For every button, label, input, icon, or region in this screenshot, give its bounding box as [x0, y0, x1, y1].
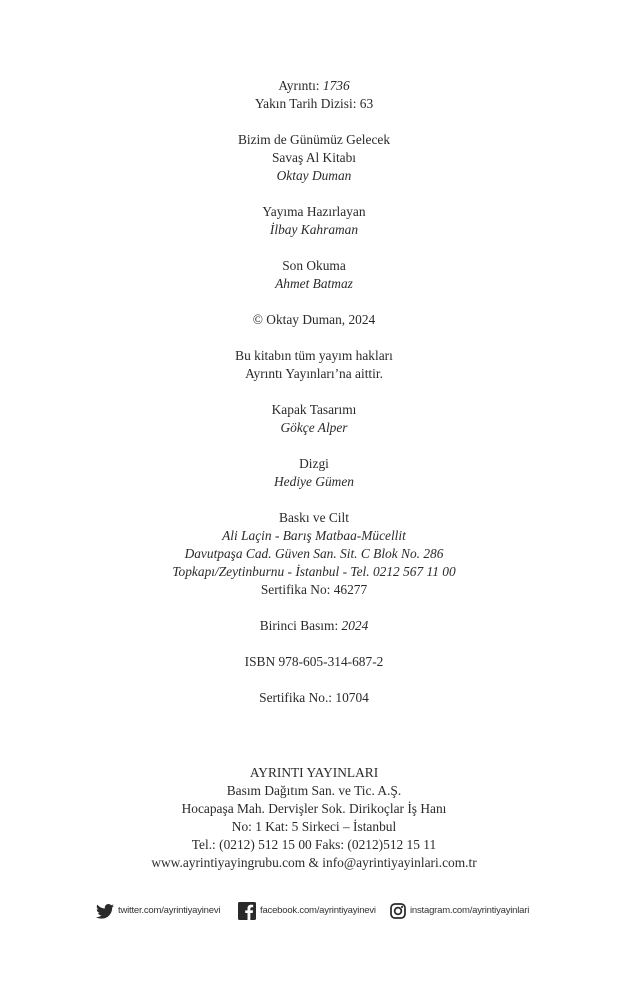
series-info — [0, 77, 628, 113]
cover-label: Kapak Tasarımı — [271, 402, 357, 417]
printer-certificate: Sertifika No: 46277 — [260, 582, 368, 597]
publisher-web: www.ayrintiyayingrubu.com & info@ayrintiyayinlari.com.tr — [151, 855, 477, 870]
proofreader-label: Son Okuma — [282, 258, 346, 273]
editor-credit — [0, 203, 628, 239]
cover-designer-name: Gökçe Alper — [280, 420, 348, 435]
copyright-line: © Oktay Duman, 2024 — [252, 312, 376, 327]
proofreader-credit — [0, 257, 628, 293]
twitter-handle: twitter.com/ayrintiyayinevi — [118, 905, 221, 916]
facebook-handle: facebook.com/ayrintiyayinevi — [260, 905, 376, 916]
typesetting-credit — [0, 455, 628, 491]
book-author: Oktay Duman — [276, 168, 352, 183]
publisher-company: Basım Dağıtım San. ve Tic. A.Ş. — [226, 783, 402, 798]
cover-credit — [0, 401, 628, 437]
rights-notice — [0, 347, 628, 383]
rights-line-2: Ayrıntı Yayınları’na aittir. — [245, 366, 383, 381]
publisher-name: AYRINTI YAYINLARI — [249, 765, 379, 780]
typesetting-label: Dizgi — [299, 456, 329, 471]
publisher-info — [0, 764, 628, 872]
publisher-certificate: Sertifika No.: 10704 — [259, 690, 369, 705]
first-edition: Birinci Basım: 2024 — [259, 618, 369, 633]
publisher-address-1: Hocapaşa Mah. Dervişler Sok. Dirikoçlar İş Hanı — [181, 801, 447, 816]
twitter-link[interactable] — [96, 898, 220, 924]
isbn-number: ISBN 978-605-314-687-2 — [244, 654, 384, 669]
printer-city-phone: Topkapı/Zeytinburnu - İstanbul - Tel. 0212 567 11 00 — [172, 564, 456, 579]
printer-name: Ali Laçin - Barış Matbaa-Mücellit — [222, 528, 406, 543]
book-info — [0, 131, 628, 185]
subseries-number: Yakın Tarih Dizisi: 63 — [254, 96, 374, 111]
publisher-phones: Tel.: (0212) 512 15 00 Faks: (0212)512 15 11 — [191, 837, 437, 852]
printing-credit — [0, 509, 628, 599]
facebook-icon — [238, 902, 256, 920]
instagram-handle: instagram.com/ayrintiyayinlari — [410, 905, 530, 916]
editor-label: Yayıma Hazırlayan — [262, 204, 366, 219]
proofreader-name: Ahmet Batmaz — [275, 276, 353, 291]
publisher-certificate-block — [0, 689, 628, 707]
series-number: Ayrıntı: 1736 — [278, 78, 350, 93]
social-links — [96, 898, 536, 924]
printing-label: Baskı ve Cilt — [279, 510, 349, 525]
twitter-icon — [96, 904, 114, 919]
typesetter-name: Hediye Gümen — [274, 474, 354, 489]
copyright-notice — [0, 311, 628, 329]
instagram-icon — [390, 903, 406, 919]
book-title: Bizim de Günümüz Gelecek — [237, 132, 391, 147]
book-subtitle: Savaş Al Kitabı — [271, 150, 357, 165]
colophon — [0, 77, 628, 707]
editor-name: İlbay Kahraman — [269, 222, 359, 237]
facebook-link[interactable] — [238, 898, 376, 924]
instagram-link[interactable] — [390, 898, 529, 924]
isbn-block — [0, 653, 628, 671]
publisher-address-2: No: 1 Kat: 5 Sirkeci – İstanbul — [231, 819, 397, 834]
edition-info — [0, 617, 628, 635]
printer-address: Davutpaşa Cad. Güven San. Sit. C Blok No. 286 — [184, 546, 444, 561]
rights-line-1: Bu kitabın tüm yayım hakları — [235, 348, 393, 363]
